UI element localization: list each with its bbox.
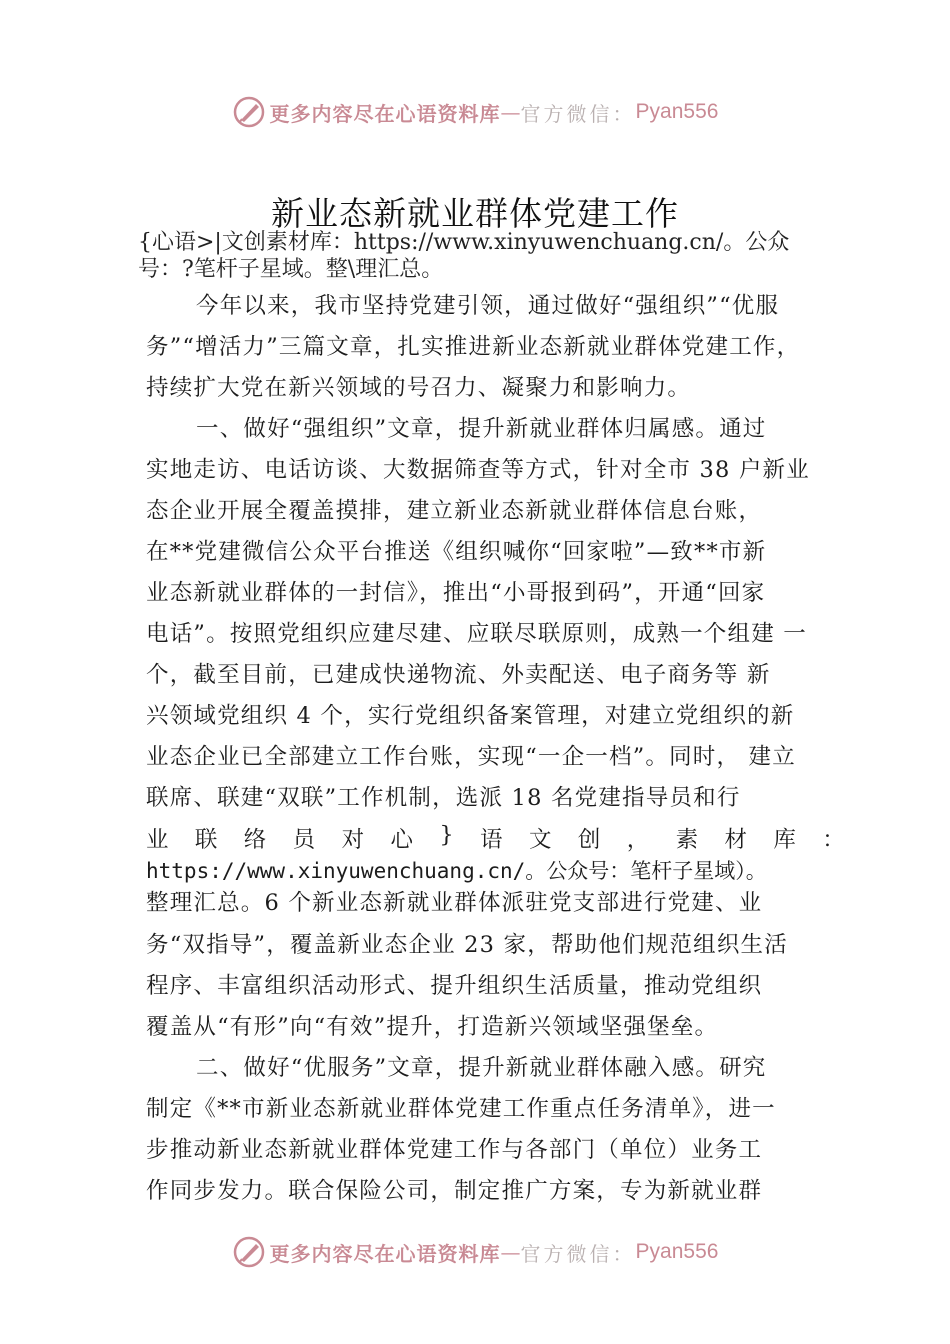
spread-token: 络: [243, 827, 268, 853]
spread-token: 创: [577, 827, 602, 853]
paragraph-line: 一、做好“强组织”文章，提升新就业群体归属感。通过: [196, 416, 767, 442]
spread-token: 联: [194, 827, 219, 853]
paragraph-line: 在**党建微信公众平台推送《组织喊你“回家啦”—致**市新: [146, 539, 767, 565]
paragraph-line: 态企业开展全覆盖摸排，建立新业态新就业群体信息台账，: [146, 498, 763, 524]
paragraph-line: 务”“增活力”三篇文章，扎实推进新业态新就业群体党建工作，: [146, 334, 801, 360]
paragraph-line: 二、做好“优服务”文章，提升新就业群体融入感。研究: [196, 1055, 767, 1081]
paragraph-line: 作同步发力。联合保险公司，制定推广方案，专为新就业群: [146, 1178, 763, 1204]
paragraph-line: 业态企业已全部建立工作台账，实现“一企一档”。同时， 建立: [146, 744, 796, 770]
paragraph-line: 业态新就业群体的一封信》，推出“小哥报到码”，开通“回家: [146, 580, 766, 606]
spread-token: 素: [675, 827, 700, 853]
paragraph-line: 务“双指导”，覆盖新业态企业 23 家，帮助他们规范组织生活: [146, 932, 788, 958]
source-note-line-1: {心语>|文创素材库：https://www.xinyuwenchuang.cn/。公众: [138, 230, 790, 255]
banner-separator: —: [500, 1240, 521, 1264]
url-line: https://www.xinyuwenchuang.cn/。公众号：笔杆子星域）。: [146, 859, 767, 883]
quill-logo-icon: [232, 95, 266, 129]
banner-wechat-id: Pyan556: [635, 100, 719, 123]
spread-token: 材: [724, 827, 749, 853]
justified-line: [146, 822, 846, 854]
spread-token: }: [439, 822, 455, 848]
quill-logo-icon: [232, 1235, 266, 1269]
paragraph-line: 联席、联建“双联”工作机制，选派 18 名党建指导员和行: [146, 785, 741, 811]
paragraph-line: 整理汇总。6 个新业态新就业群体派驻党支部进行党建、业: [146, 890, 763, 916]
spread-token: 对: [341, 827, 366, 853]
paragraph-line: 持续扩大党在新兴领域的号召力、凝聚力和影响力。: [146, 375, 692, 401]
spread-token: 业: [146, 827, 170, 853]
banner-main-text: 更多内容尽在心语资料库: [269, 101, 501, 126]
paragraph-line: 制定《**市新业态新就业群体党建工作重点任务清单》，进一: [146, 1096, 776, 1122]
footer-banner: [0, 1232, 950, 1272]
banner-wechat-id: Pyan556: [635, 1240, 719, 1263]
spread-token: ，: [626, 827, 651, 853]
paragraph-line: 步推动新业态新就业群体党建工作与各部门（单位）业务工: [146, 1137, 763, 1163]
banner-wechat-label: 官方微信：: [520, 1241, 636, 1266]
document-title: 新业态新就业群体党建工作: [271, 194, 679, 233]
banner-wechat-label: 官方微信：: [520, 101, 636, 126]
spread-token: 库: [773, 827, 798, 853]
banner-separator: —: [500, 100, 521, 124]
paragraph-line: 个，截至目前，已建成快递物流、外卖配送、电子商务等 新: [146, 662, 771, 688]
spread-token: 心: [390, 827, 415, 853]
banner-main-text: 更多内容尽在心语资料库: [269, 1241, 501, 1266]
spread-token: 语: [480, 827, 504, 853]
paragraph-line: 覆盖从“有形”向“有效”提升，打造新兴领域坚强堡垒。: [146, 1014, 719, 1040]
spread-token: 文: [528, 827, 553, 853]
paragraph-line: 今年以来，我市坚持党建引领，通过做好“强组织”“优服: [196, 293, 780, 319]
spread-token: 员: [292, 827, 317, 853]
paragraph-line: 实地走访、电话访谈、大数据筛查等方式，针对全市 38 户新业: [146, 457, 810, 483]
paragraph-line: 程序、丰富组织活动形式、提升组织生活质量，推动党组织: [146, 973, 763, 999]
header-banner: [0, 92, 950, 132]
paragraph-line: 电话”。按照党组织应建尽建、应联尽联原则，成熟一个组建 一: [146, 621, 807, 647]
spread-token: ：: [822, 827, 846, 853]
paragraph-line: 兴领域党组织 4 个，实行党组织备案管理，对建立党组织的新: [146, 703, 795, 729]
source-note-line-2: 号：?笔杆子星域。整\理汇总。: [138, 257, 444, 282]
